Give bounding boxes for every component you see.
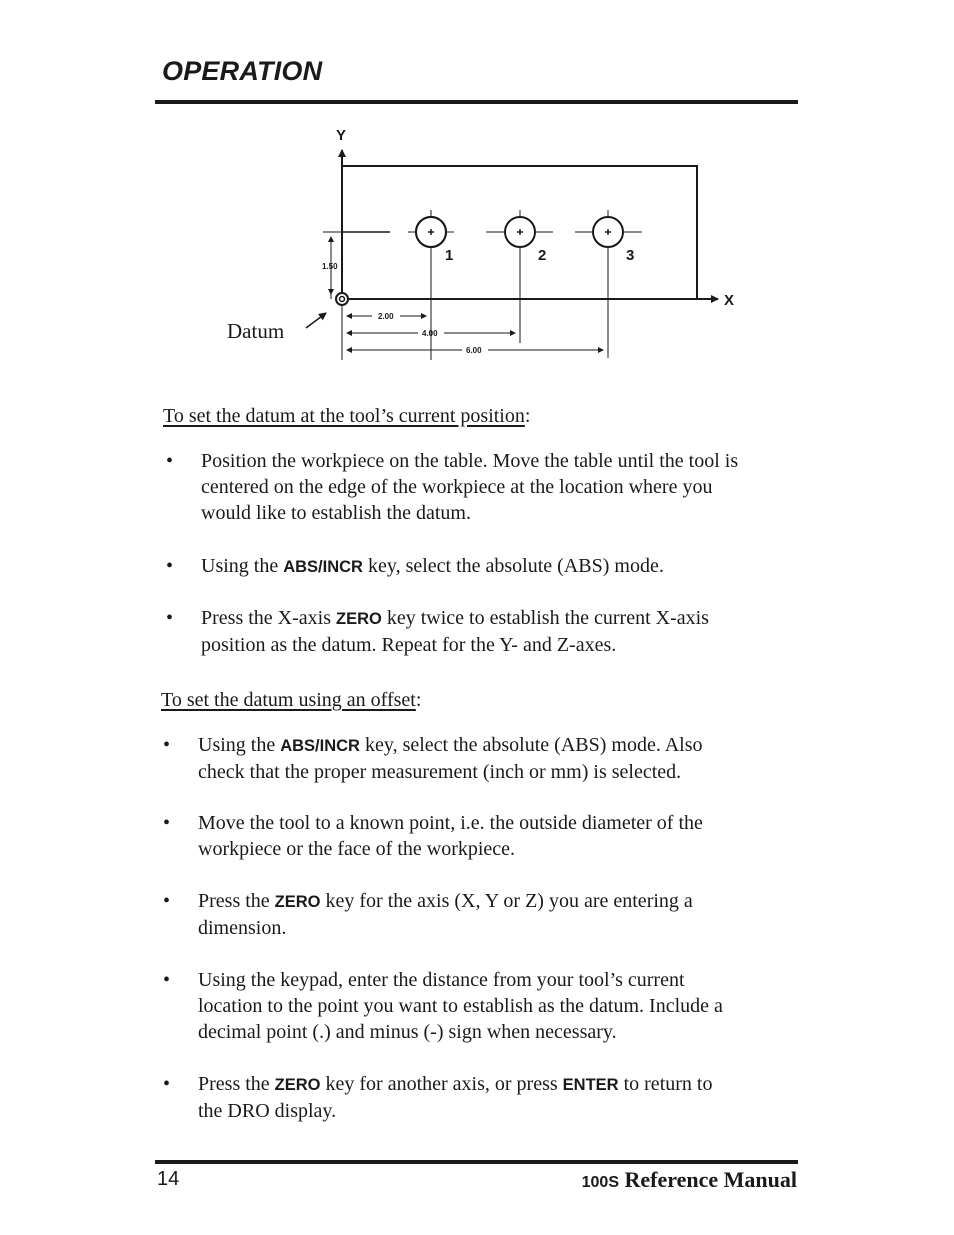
- enter-key-name: ENTER: [562, 1076, 619, 1094]
- dimension-4-00-label: 4.00: [422, 329, 438, 338]
- bullet-line: decimal point (.) and minus (-) sign when necessary.: [198, 1021, 617, 1043]
- dimension-vertical-label: 1.50: [322, 262, 338, 271]
- hole-2-label: 2: [538, 247, 547, 264]
- bullet-text: Press the: [198, 890, 275, 912]
- bullet-line: location to the point you want to establish as the datum. Include a: [198, 995, 723, 1017]
- x-axis-label: X: [724, 292, 735, 309]
- bullet-line: the DRO display.: [198, 1100, 337, 1122]
- abs-incr-key-name: ABS/INCR: [283, 558, 363, 576]
- bullet-marker: •: [163, 1073, 171, 1095]
- footer-title-text: Reference Manual: [619, 1167, 797, 1192]
- bullet-line: check that the proper measurement (inch or mm) is selected.: [198, 761, 682, 783]
- bullet-marker: •: [163, 812, 171, 834]
- page-number: 14: [157, 1168, 180, 1190]
- bullet-marker: •: [166, 607, 174, 629]
- bullet-text: Using the: [201, 555, 284, 577]
- datum-pointer-arrow: [306, 313, 326, 328]
- bullet-text: to return to: [618, 1073, 713, 1095]
- bullet-text: key, select the absolute (ABS) mode. Also: [359, 734, 703, 756]
- bullet-marker: •: [163, 890, 171, 912]
- bullet-line: centered on the edge of the workpiece at the location where you: [201, 476, 713, 498]
- bullet-text: key for the axis (X, Y or Z) you are entering a: [320, 890, 693, 912]
- hole-2: [486, 210, 553, 343]
- zero-key-name: ZERO: [274, 893, 321, 911]
- zero-key-name: ZERO: [274, 1076, 321, 1094]
- bullet-marker: •: [166, 450, 174, 472]
- bullet-text: key for another axis, or press: [320, 1073, 563, 1095]
- hole-1-label: 1: [445, 247, 454, 264]
- bullet-line: would like to establish the datum.: [201, 502, 471, 524]
- bullet-text: Press the: [198, 1073, 275, 1095]
- section1-heading: To set the datum at the tool’s current position:: [163, 405, 531, 427]
- datum-diagram: [0, 0, 954, 400]
- abs-incr-key-name: ABS/INCR: [280, 737, 360, 755]
- bullet-line: workpiece or the face of the workpiece.: [198, 838, 516, 860]
- bullet-marker: •: [163, 734, 171, 756]
- hole-3: [575, 210, 642, 358]
- page-header-title: OPERATION: [162, 56, 323, 86]
- dimension-6-00-label: 6.00: [466, 346, 482, 355]
- dimension-2-00-label: 2.00: [378, 312, 394, 321]
- datum-symbol: [336, 293, 348, 305]
- zero-key-name: ZERO: [335, 610, 382, 628]
- bullet-marker: •: [163, 969, 171, 991]
- y-axis-label: Y: [336, 127, 347, 144]
- footer-model: 100S: [581, 1174, 619, 1191]
- bullet-text: key twice to establish the current X-axis: [381, 607, 709, 629]
- bullet-line: Move the tool to a known point, i.e. the outside diameter of the: [198, 812, 703, 834]
- datum-label: Datum: [227, 319, 285, 343]
- hole-3-label: 3: [626, 247, 635, 264]
- bullet-text: Using the: [198, 734, 281, 756]
- bullet-marker: •: [166, 555, 174, 577]
- footer-manual-title: [582, 1167, 797, 1193]
- bullet-text: key, select the absolute (ABS) mode.: [362, 555, 664, 577]
- bullet-line: dimension.: [198, 917, 287, 939]
- bullet-line: position as the datum. Repeat for the Y- and Z-axes.: [201, 634, 617, 656]
- footer-rule: [155, 1160, 798, 1164]
- bullet-line: Using the keypad, enter the distance from your tool’s current: [198, 969, 685, 991]
- bullet-text: Press the X-axis: [201, 607, 336, 629]
- bullet-line: Position the workpiece on the table. Move the table until the tool is: [201, 450, 739, 472]
- section2-heading: To set the datum using an offset:: [161, 689, 422, 711]
